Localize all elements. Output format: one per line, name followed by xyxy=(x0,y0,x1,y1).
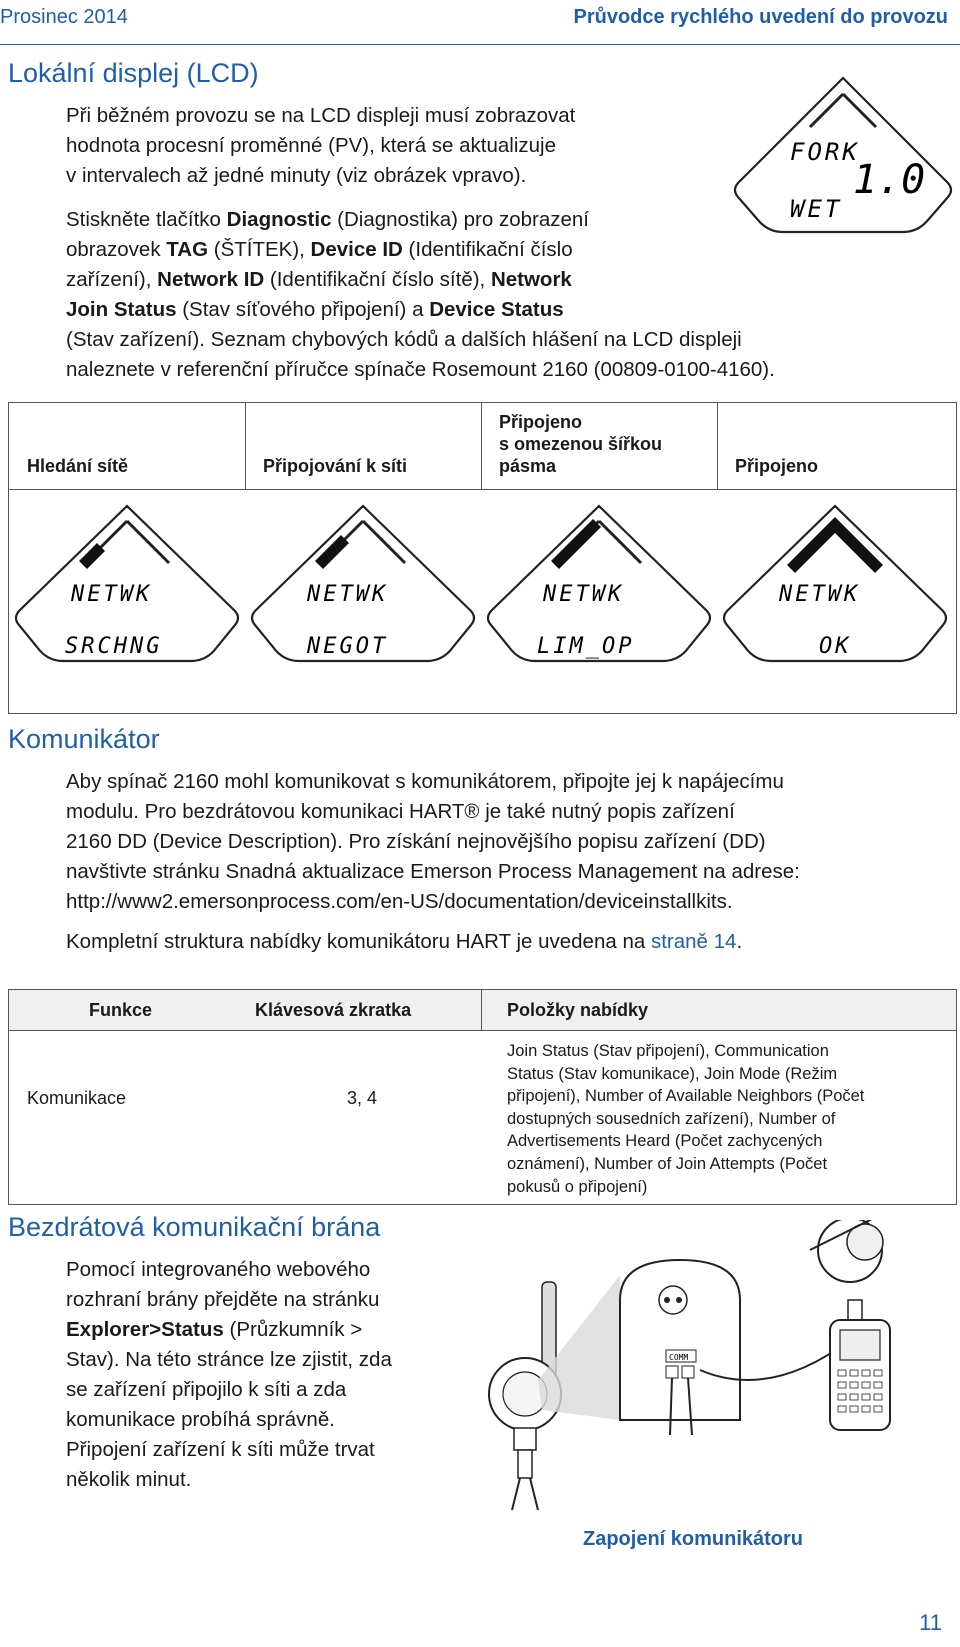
menu-item-line: dostupných sousedních zařízení), Number of xyxy=(507,1109,836,1128)
lcd-p2-line: Stiskněte tlačítko Diagnostic (Diagnostika) pro zobrazení xyxy=(66,208,589,231)
lcd-p2-line: (Stav zařízení). Seznam chybových kódů a dalších hlášení na LCD displeji xyxy=(66,328,742,351)
lcd-table-row-divider xyxy=(9,489,956,490)
menu-reference-period: . xyxy=(736,930,743,953)
lcd-p1-line: Při běžném provozu se na LCD displeji musí zobrazovat xyxy=(66,104,576,127)
lcd-p1-line: v intervalech až jedné minuty (viz obrázek vpravo). xyxy=(66,164,527,187)
function-table-separator xyxy=(481,990,482,1030)
lcd-status-top-text: NETWK xyxy=(779,582,861,607)
menu-item-line: připojení), Number of Available Neighbors (Počet xyxy=(507,1087,865,1106)
communicator-line: 2160 DD (Device Description). Pro získání nejnovějšího popisu zařízení (DD) xyxy=(66,830,766,853)
menu-item-line: Status (Stav komunikace), Join Mode (Režim xyxy=(507,1064,838,1083)
gateway-line: se zařízení připojilo k síti a zda xyxy=(66,1378,347,1401)
lcd-status-bottom-text: SRCHNG xyxy=(65,634,163,659)
function-table-header xyxy=(9,990,956,1031)
function-table xyxy=(8,989,957,1205)
gateway-paragraph xyxy=(66,1255,466,1495)
communicator-line: modulu. Pro bezdrátovou komunikaci HART® je také nutný popis zařízení xyxy=(66,800,735,823)
lcd-col-header-text: pásma xyxy=(499,456,557,476)
header-divider xyxy=(0,44,960,45)
menu-item-line: pokusů o připojení) xyxy=(507,1177,648,1196)
gateway-line: Připojení zařízení k síti může trvat xyxy=(66,1438,375,1461)
section-title-lcd: Lokální displej (LCD) xyxy=(8,58,259,88)
function-table-menu-cell xyxy=(507,1040,947,1198)
lcd-status-display-negotiating xyxy=(252,506,474,661)
function-table-header-cell: Funkce xyxy=(89,1000,153,1020)
lcd-col-header-text: s omezenou šířkou xyxy=(499,434,663,454)
figure-caption: Zapojení komunikátoru xyxy=(583,1528,804,1550)
terminal-block-icon xyxy=(620,1260,740,1420)
gateway-line: několik minut. xyxy=(66,1468,192,1491)
communicator-menu-reference xyxy=(66,927,946,957)
menu-item-line: Advertisements Heard (Počet zachycených xyxy=(507,1132,823,1151)
lcd-p2-line: obrazovek TAG (ŠTÍTEK), Device ID (Identifikační číslo xyxy=(66,238,573,261)
gateway-line: komunikace probíhá správně. xyxy=(66,1408,335,1431)
lcd-col-header-text: Připojeno xyxy=(735,456,819,476)
menu-item-line: oznámení), Number of Join Attempts (Počet xyxy=(507,1154,828,1173)
communicator-line: http://www2.emersonprocess.com/en-US/documentation/deviceinstallkits. xyxy=(66,890,733,913)
lcd-display-line1: FORK xyxy=(790,138,860,166)
lcd-col-header xyxy=(717,403,955,489)
lcd-status-bottom-text: OK xyxy=(819,634,852,659)
communicator-line: Aby spínač 2160 mohl komunikovat s komunikátorem, připojte jej k napájecímu xyxy=(66,770,784,793)
gateway-line: Explorer>Status (Průzkumník > xyxy=(66,1318,363,1341)
lcd-status-bottom-text: NEGOT xyxy=(307,634,389,659)
lcd-status-top-text: NETWK xyxy=(543,582,625,607)
communicator-connection-illustration xyxy=(470,1220,956,1520)
function-table-function-cell: Komunikace xyxy=(27,1088,127,1108)
lcd-col-header-text: Připojování k síti xyxy=(263,456,408,476)
page-14-link[interactable]: straně 14 xyxy=(650,930,737,953)
lcd-status-display-searching xyxy=(16,506,238,661)
lcd-col-header xyxy=(9,403,245,489)
lcd-status-bottom-text: LIM_OP xyxy=(537,634,635,659)
gateway-line: rozhraní brány přejděte na stránku xyxy=(66,1288,380,1311)
header-date: Prosinec 2014 xyxy=(0,6,128,28)
lcd-status-top-text: NETWK xyxy=(71,582,153,607)
communicator-line: navštivte stránku Snadná aktualizace Emerson Process Management na adrese: xyxy=(66,860,800,883)
section-title-communicator: Komunikátor xyxy=(8,724,160,754)
menu-reference-text: Kompletní struktura nabídky komunikátoru HART je uvedena na xyxy=(66,930,651,953)
lcd-display-value: 1.0 xyxy=(853,157,926,203)
section-title-gateway: Bezdrátová komunikační brána xyxy=(8,1212,381,1242)
lcd-p1-line: hodnota procesní proměnné (PV), která se aktualizuje xyxy=(66,134,556,157)
lcd-col-header-text: Hledání sítě xyxy=(27,456,129,476)
communicator-paragraph xyxy=(66,767,946,917)
function-table-header-cell: Položky nabídky xyxy=(507,1000,649,1020)
lcd-p2-line: Join Status (Stav síťového připojení) a Device Status xyxy=(66,298,564,321)
lcd-status-display-limited xyxy=(488,506,710,661)
lcd-display-illustration xyxy=(728,70,958,280)
lcd-status-displays xyxy=(9,491,955,711)
lcd-col-header-text: Připojeno xyxy=(499,412,583,432)
function-table-shortcut-cell: 3, 4 xyxy=(347,1088,378,1108)
gateway-line: Stav). Na této stránce lze zjistit, zda xyxy=(66,1348,392,1371)
lcd-status-display-connected xyxy=(724,506,946,661)
comm-terminal-label: COMM xyxy=(669,1353,689,1362)
lcd-status-top-text: NETWK xyxy=(307,582,389,607)
header-guide-title: Průvodce rychlého uvedení do provozu xyxy=(573,6,948,28)
lcd-p2-line: naleznete v referenční příručce spínače Rosemount 2160 (00809-0100-4160). xyxy=(66,358,775,381)
menu-item-line: Join Status (Stav připojení), Communication xyxy=(507,1042,829,1060)
lcd-paragraph-1 xyxy=(66,101,726,191)
lcd-col-header xyxy=(245,403,481,489)
gateway-line: Pomocí integrovaného webového xyxy=(66,1258,371,1281)
function-table-header-cell: Klávesová zkratka xyxy=(255,1000,412,1020)
page-number: 11 xyxy=(919,1610,942,1635)
lcd-status-table xyxy=(8,402,957,714)
lcd-display-line2: WET xyxy=(790,195,843,223)
lcd-col-header xyxy=(481,403,717,489)
lcd-p2-line: zařízení), Network ID (Identifikační číslo sítě), Network xyxy=(66,268,572,291)
